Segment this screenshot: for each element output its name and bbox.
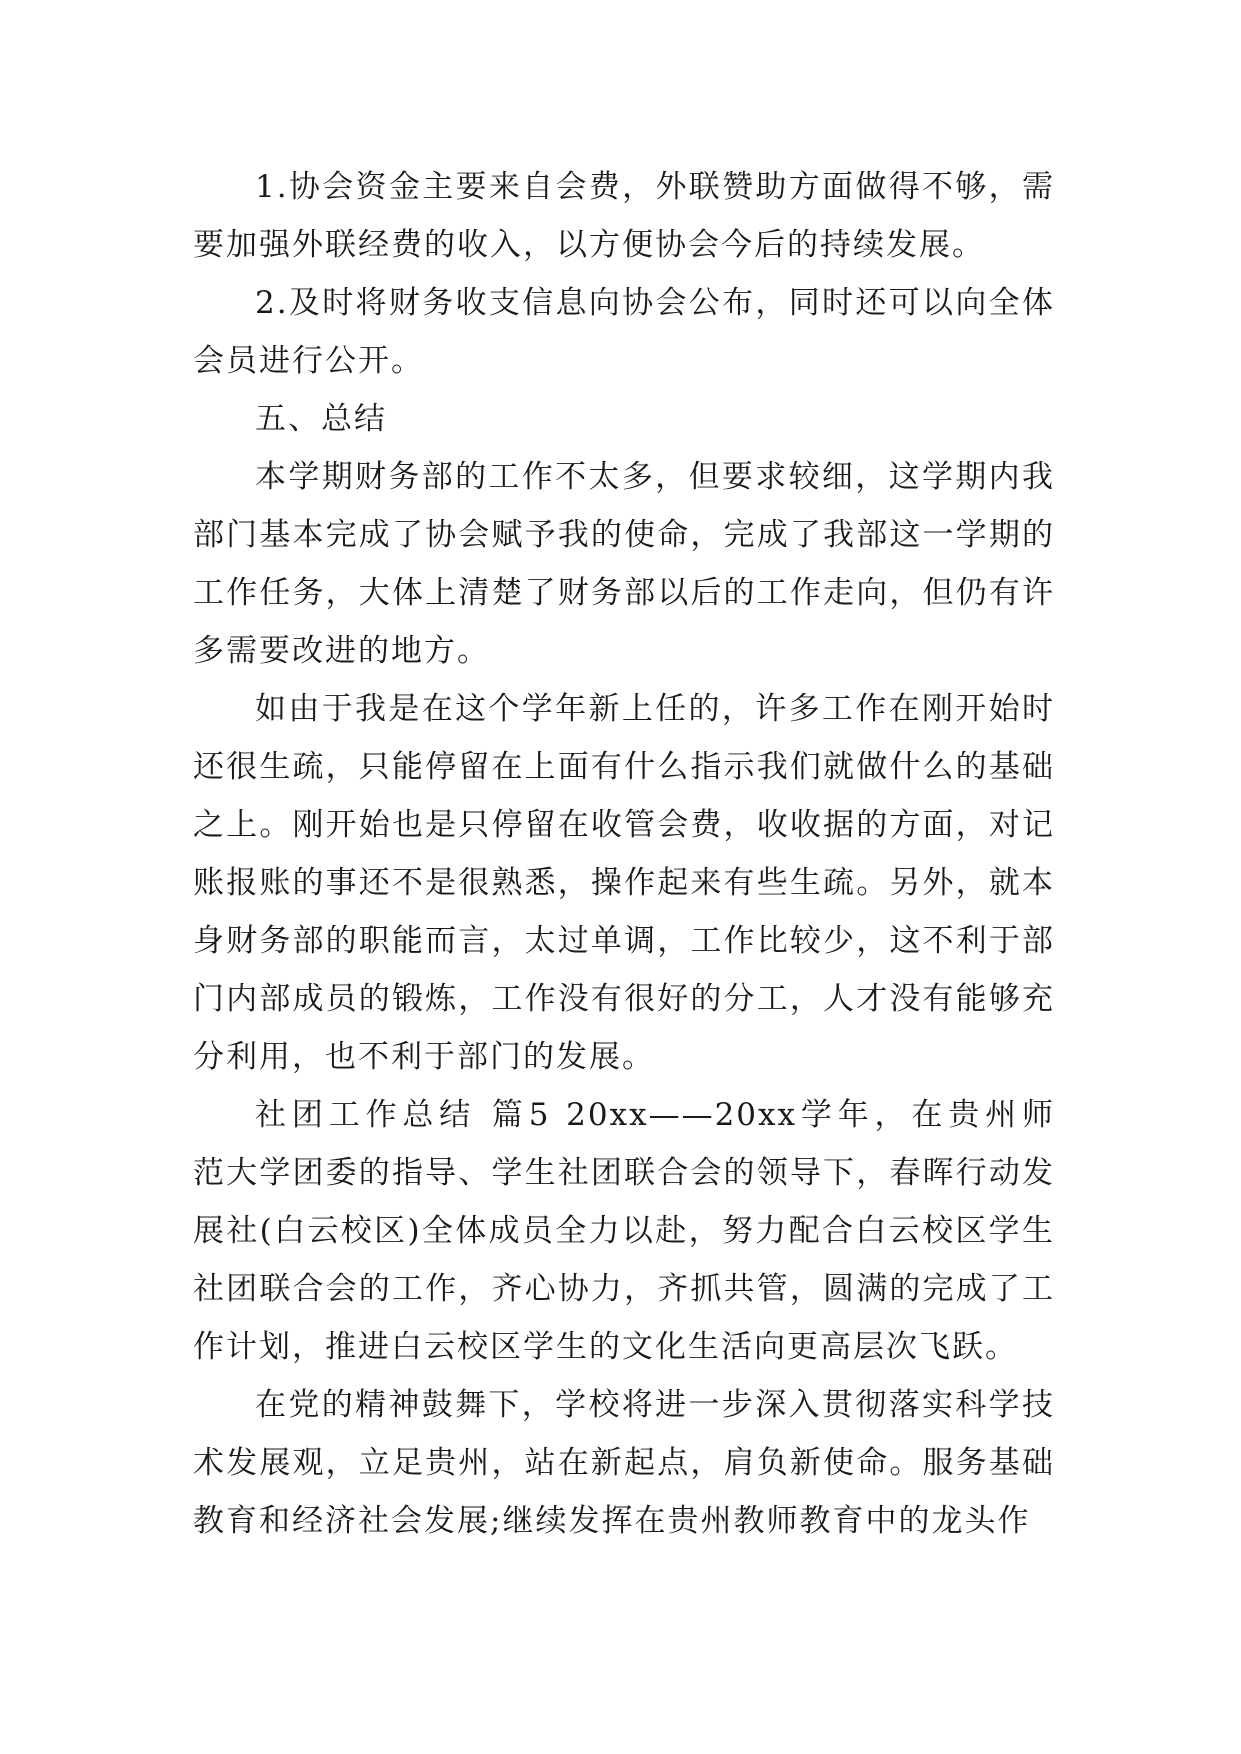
paragraph-p3 bbox=[193, 390, 1055, 448]
text-line: 还很生疏，只能停留在上面有什么指示我们就做什么的基础 bbox=[193, 749, 1055, 785]
text-line: 门内部成员的锻炼，工作没有很好的分工，人才没有能够充 bbox=[193, 981, 1055, 1017]
document-body bbox=[193, 158, 1055, 1550]
text-line: 教育和经济社会发展;继续发挥在贵州教师教育中的龙头作 bbox=[193, 1503, 1031, 1539]
text-line: 分利用，也不利于部门的发展。 bbox=[193, 1039, 655, 1075]
text-line: 账报账的事还不是很熟悉，操作起来有些生疏。另外，就本 bbox=[193, 865, 1055, 901]
text-line: 之上。刚开始也是只停留在收管会费，收收据的方面，对记 bbox=[193, 807, 1055, 843]
text-line: 社团联合会的工作，齐心协力，齐抓共管，圆满的完成了工 bbox=[193, 1271, 1055, 1307]
text-line: 会员进行公开。 bbox=[193, 343, 424, 379]
text-line: 部门基本完成了协会赋予我的使命，完成了我部这一学期的 bbox=[193, 517, 1055, 553]
text-line: 五、总结 bbox=[255, 401, 387, 437]
text-line: 社团工作总结 篇5 20xx——20xx学年，在贵州师 bbox=[255, 1097, 1055, 1133]
text-line: 1.协会资金主要来自会费，外联赞助方面做得不够，需 bbox=[255, 169, 1055, 205]
paragraph-p5 bbox=[193, 680, 1055, 1086]
text-line: 在党的精神鼓舞下，学校将进一步深入贯彻落实科学技 bbox=[255, 1387, 1055, 1423]
text-line: 要加强外联经费的收入，以方便协会今后的持续发展。 bbox=[193, 227, 985, 263]
text-line: 身财务部的职能而言，太过单调，工作比较少，这不利于部 bbox=[193, 923, 1055, 959]
text-line: 作计划，推进白云校区学生的文化生活向更高层次飞跃。 bbox=[193, 1329, 1018, 1365]
text-line: 术发展观，立足贵州，站在新起点，肩负新使命。服务基础 bbox=[193, 1445, 1055, 1481]
paragraph-p6 bbox=[193, 1086, 1055, 1376]
text-line: 工作任务，大体上清楚了财务部以后的工作走向，但仍有许 bbox=[193, 575, 1055, 611]
text-line: 展社(白云校区)全体成员全力以赴，努力配合白云校区学生 bbox=[193, 1213, 1055, 1249]
text-line: 2.及时将财务收支信息向协会公布，同时还可以向全体 bbox=[255, 285, 1055, 321]
paragraph-p4 bbox=[193, 448, 1055, 680]
text-line: 范大学团委的指导、学生社团联合会的领导下，春晖行动发 bbox=[193, 1155, 1055, 1191]
paragraph-p1 bbox=[193, 158, 1055, 274]
text-line: 如由于我是在这个学年新上任的，许多工作在刚开始时 bbox=[255, 691, 1055, 727]
paragraph-p2 bbox=[193, 274, 1055, 390]
text-line: 本学期财务部的工作不太多，但要求较细，这学期内我 bbox=[255, 459, 1055, 495]
paragraph-p7 bbox=[193, 1376, 1055, 1550]
text-line: 多需要改进的地方。 bbox=[193, 633, 490, 669]
